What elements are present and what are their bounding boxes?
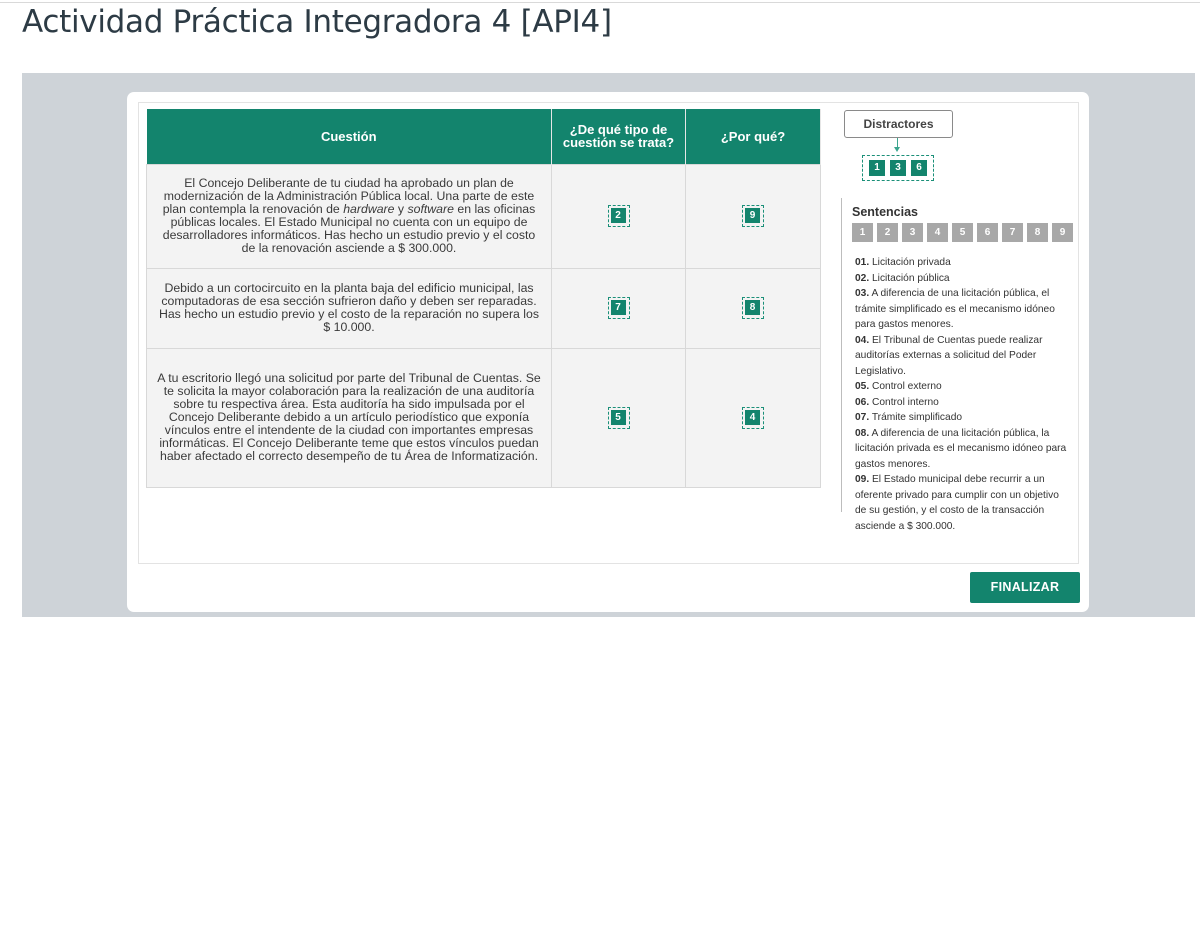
sentence-text: A diferencia de una licitación pública, el trámite simplificado es el mecanismo idóneo para gastos menores. [855, 288, 1055, 330]
sentences-heading: Sentencias [852, 205, 919, 219]
sentence-chip[interactable]: 2 [877, 223, 898, 242]
type-drop-zone[interactable] [608, 407, 630, 429]
sentence-number: 07. [855, 412, 870, 423]
sentence-number: 04. [855, 334, 870, 346]
sentence-number: 08. [855, 427, 870, 439]
sentence-number: 05. [855, 381, 870, 392]
finish-button[interactable]: FINALIZAR [970, 572, 1080, 603]
sentence-text: El Tribunal de Cuentas puede realizar auditorías externas a solicitud del Poder Legislativo. [855, 334, 1043, 377]
sentence-text: Licitación pública [872, 272, 950, 284]
distractor-chip[interactable]: 1 [869, 160, 885, 176]
table-row [147, 348, 821, 487]
sentence-chip[interactable]: 9 [1052, 223, 1073, 242]
sentence-chip[interactable]: 1 [852, 223, 873, 242]
question-text: Debido a un cortocircuito en la planta baja del edificio municipal, las computadoras de esa sección sufrieron daño y deben ser reparadas. Has hecho un estudio previo y el costo de la reparación no supera los $ 10.000. [147, 268, 552, 348]
type-drop-zone[interactable] [608, 205, 630, 227]
why-drop-zone[interactable] [742, 205, 764, 227]
list-item [855, 286, 1067, 333]
why-drop-cell [686, 268, 821, 348]
sentence-text: El Estado municipal debe recurrir a un oferente privado para cumplir con un objetivo de su gestión, y el costo de la transacción asciende a $ 300.000. [855, 474, 1059, 532]
table-row [147, 268, 821, 348]
sentence-number: 09. [855, 474, 870, 485]
type-drop-cell [552, 268, 686, 348]
list-item [855, 395, 1067, 411]
sentence-chip[interactable]: 7 [1002, 223, 1023, 242]
list-item [855, 426, 1067, 473]
sentences-chip-bank [852, 223, 1073, 242]
sentence-chip[interactable]: 8 [1027, 223, 1048, 242]
answer-chip[interactable]: 8 [745, 300, 760, 315]
header-question: Cuestión [147, 109, 552, 164]
questions-table [146, 109, 821, 488]
question-emphasis: software [407, 202, 454, 216]
answer-chip[interactable]: 9 [745, 208, 760, 223]
sentence-chip[interactable]: 5 [952, 223, 973, 242]
arrow-head-icon [894, 147, 900, 152]
question-emphasis: hardware [343, 202, 395, 216]
why-drop-zone[interactable] [742, 297, 764, 319]
answer-chip[interactable]: 2 [611, 208, 626, 223]
type-drop-zone[interactable] [608, 297, 630, 319]
list-item [855, 255, 1067, 271]
sentence-text: Licitación privada [872, 257, 951, 268]
question-text [147, 164, 552, 268]
sentence-text: Control externo [872, 381, 942, 392]
sentence-chip[interactable]: 6 [977, 223, 998, 242]
sentence-chip[interactable]: 4 [927, 223, 948, 242]
distractor-chip[interactable]: 3 [890, 160, 906, 176]
sentence-number: 03. [855, 288, 870, 299]
sentence-chip[interactable]: 3 [902, 223, 923, 242]
answer-chip[interactable]: 5 [611, 410, 626, 425]
list-item [855, 472, 1067, 534]
header-type: ¿De qué tipo de cuestión se trata? [552, 109, 686, 164]
list-item [855, 410, 1067, 426]
answer-chip[interactable]: 4 [745, 410, 760, 425]
page-title: Actividad Práctica Integradora 4 [API4] [22, 4, 612, 40]
question-text-part: en las oficinas públicas locales. El Estado Municipal no cuenta con un equipo de desarrolladores informáticos. Has hecho un estudio previo y el costo de la renovación asciende a $ 300.000. [162, 202, 536, 255]
distractors-drop-zone[interactable] [862, 155, 934, 181]
activity-card [127, 92, 1089, 612]
question-text: A tu escritorio llegó una solicitud por parte del Tribunal de Cuentas. Se te solicita la mayor colaboración para la realización de una auditoría sobre tu respectiva área. Esta auditoría ha sido impulsada por el Concejo Deliberante debido a un artículo periodístico que exponía vínculos entre el intendente de la ciudad con importantes empresas informáticas. El Concejo Deliberante teme que estos vínculos puedan haber afectado el correcto desempeño de tu Área de Informatización. [147, 348, 552, 487]
sentence-text: Trámite simplificado [871, 412, 963, 423]
answer-chip[interactable]: 7 [611, 300, 626, 315]
header-why: ¿Por qué? [686, 109, 821, 164]
top-divider [0, 2, 1200, 3]
why-drop-zone[interactable] [742, 407, 764, 429]
sentence-number: 01. [855, 257, 870, 268]
sentences-list [855, 255, 1067, 534]
list-item [855, 271, 1067, 287]
sentence-text: Control interno [872, 396, 939, 408]
distractor-chip[interactable]: 6 [911, 160, 927, 176]
sentence-text: A diferencia de una licitación pública, la licitación privada es el mecanismo idóneo para gastos menores. [855, 427, 1067, 470]
why-drop-cell [686, 348, 821, 487]
distractors-label: Distractores [844, 110, 953, 138]
type-drop-cell [552, 348, 686, 487]
sentence-number: 06. [855, 396, 870, 408]
sentences-divider [841, 198, 842, 512]
list-item [855, 333, 1067, 380]
why-drop-cell [686, 164, 821, 268]
sentence-number: 02. [855, 272, 870, 284]
question-text-part: El Concejo Deliberante de tu ciudad ha aprobado un plan de modernización de la Administración Pública local. Una parte de este plan contempla la renovación de [162, 176, 535, 216]
list-item [855, 379, 1067, 395]
table-row [147, 164, 821, 268]
question-text-part: y [394, 202, 408, 216]
activity-board [138, 102, 1079, 564]
type-drop-cell [552, 164, 686, 268]
